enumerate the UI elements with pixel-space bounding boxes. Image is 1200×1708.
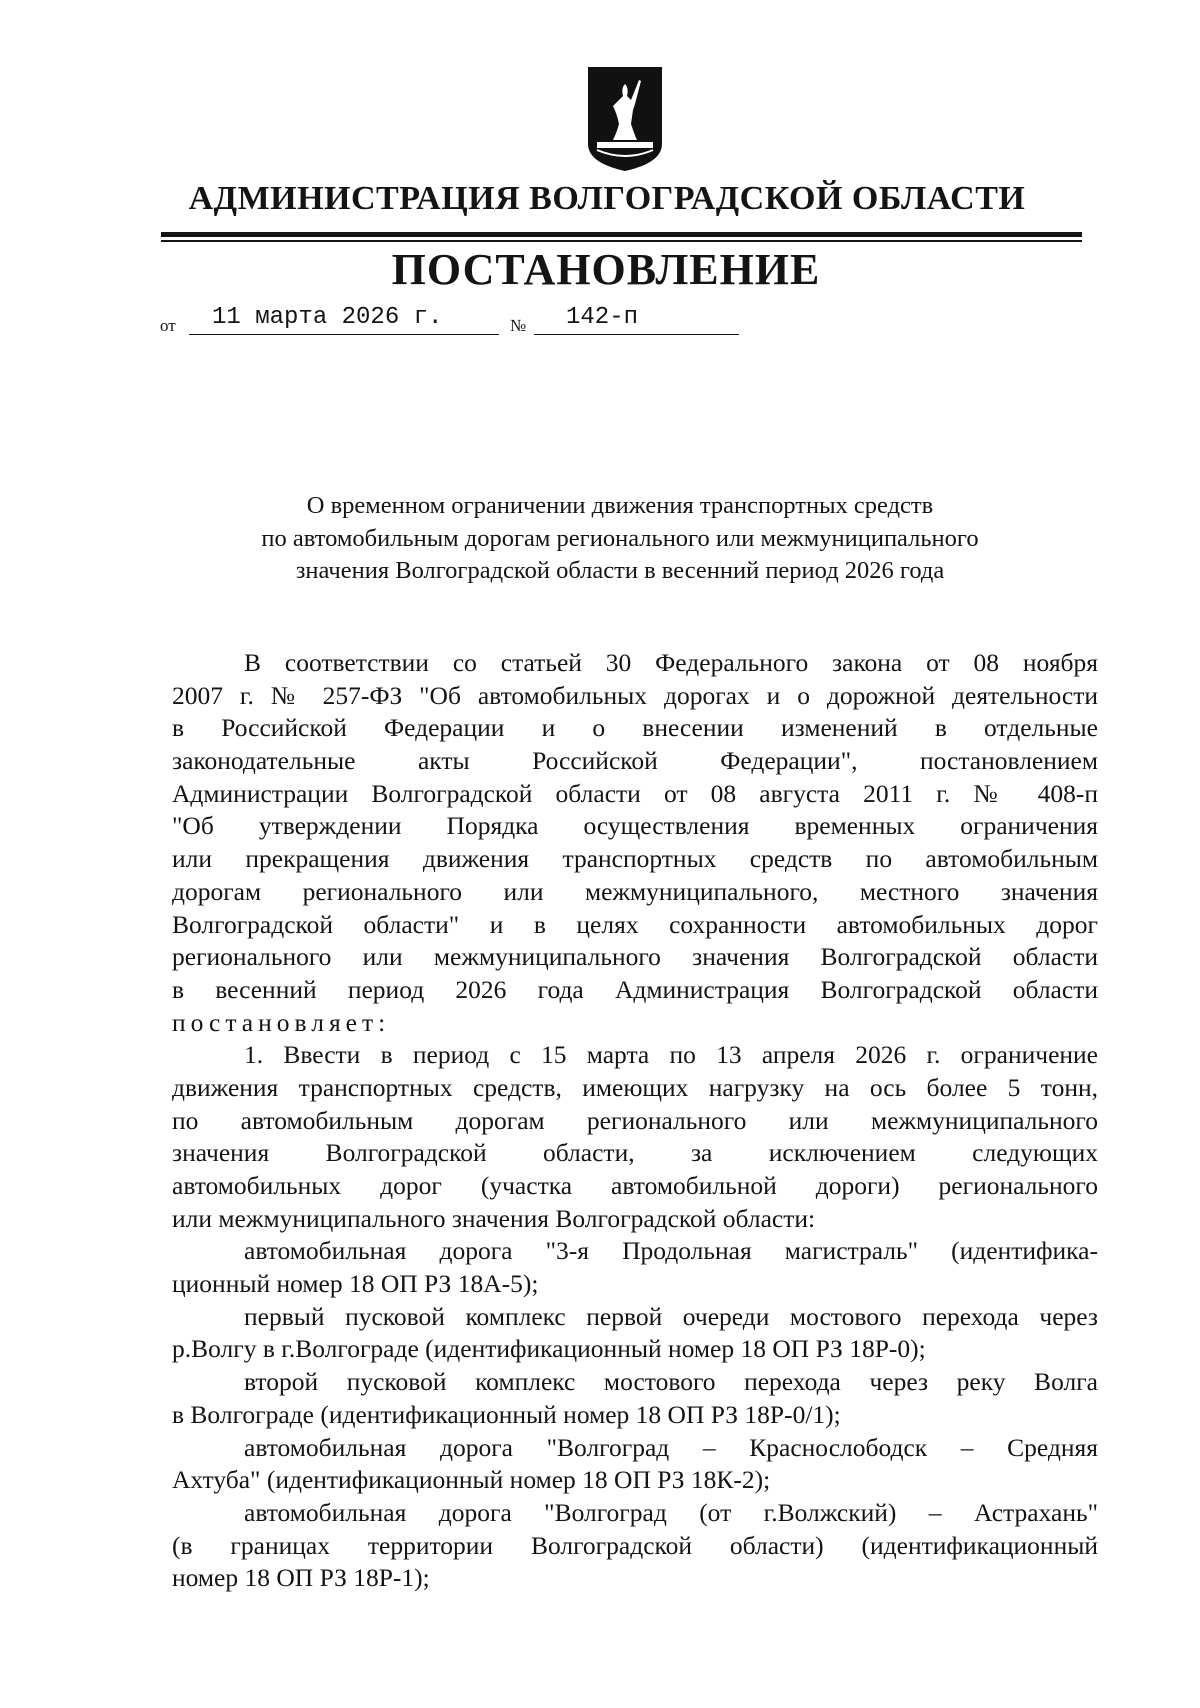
body-line: постановляет: bbox=[172, 1007, 391, 1037]
body-line: В соответствии со статьей 30 Федерального закона от 08 ноября bbox=[244, 648, 1098, 677]
body-line: автомобильная дорога "3-я Продольная магистраль" (идентифика- bbox=[244, 1236, 1098, 1266]
body-line: движения транспортных средств, имеющих нагрузку на ось более 5 тонн, bbox=[172, 1072, 1098, 1102]
date-label: от bbox=[160, 316, 176, 335]
body-line: (в границах территории Волгоградской области) (идентификационный bbox=[172, 1530, 1098, 1560]
body-line: ционный номер 18 ОП РЗ 18А-5); bbox=[172, 1269, 539, 1299]
body-line: второй пусковой комплекс мостового перехода через реку Волга bbox=[244, 1367, 1098, 1397]
body-line: или прекращения движения транспортных средств по автомобильным bbox=[172, 844, 1098, 874]
body-line: автомобильная дорога "Волгоград – Краснослободск – Средняя bbox=[244, 1432, 1098, 1462]
document-date: 11 марта 2026 г. bbox=[212, 304, 443, 331]
document-subject bbox=[160, 490, 1080, 588]
body-line: значения Волгоградской области, за исключением следующих bbox=[172, 1138, 1098, 1168]
body-line: в Российской Федерации и о внесении изменений в отдельные bbox=[172, 713, 1098, 743]
body-line: в Волгограде (идентификационный номер 18 ОП РЗ 18Р-0/1); bbox=[172, 1399, 841, 1429]
header-rule-thin bbox=[161, 240, 1082, 242]
header-rule-thick bbox=[161, 232, 1082, 237]
body-line: автомобильная дорога "Волгоград (от г.Волжский) – Астрахань" bbox=[244, 1497, 1098, 1527]
coat-of-arms-icon bbox=[587, 66, 663, 172]
body-line: номер 18 ОП РЗ 18Р-1); bbox=[172, 1563, 430, 1593]
body-line: дорогам регионального или межмуниципального, местного значения bbox=[172, 876, 1098, 906]
body-line: 2007 г. № 257-ФЗ "Об автомобильных дорогах и о дорожной деятельности bbox=[172, 680, 1098, 710]
body-line: Волгоградской области" и в целях сохранности автомобильных дорог bbox=[172, 909, 1098, 939]
body-line: Ахтуба" (идентификационный номер 18 ОП РЗ 18К-2); bbox=[172, 1465, 771, 1495]
date-underline bbox=[189, 334, 499, 335]
body-line: регионального или межмуниципального значения Волгоградской области bbox=[172, 942, 1098, 972]
subject-line: значения Волгоградской области в весенний период 2026 года bbox=[295, 557, 945, 584]
body-line: по автомобильным дорогам регионального или межмуниципального bbox=[172, 1105, 1098, 1135]
body-line: или межмуниципального значения Волгоградской области: bbox=[172, 1203, 816, 1233]
body-line: автомобильных дорог (участка автомобильной дороги) регионального bbox=[172, 1171, 1098, 1200]
organization-name: АДМИНИСТРАЦИЯ ВОЛГОГРАДСКОЙ ОБЛАСТИ bbox=[188, 180, 1026, 217]
body-line: первый пусковой комплекс первой очереди мостового перехода через bbox=[244, 1301, 1098, 1331]
body-line: в весенний период 2026 года Администрация Волгоградской области bbox=[172, 974, 1098, 1004]
number-underline bbox=[534, 334, 739, 335]
body-line: Администрации Волгоградской области от 08 августа 2011 г. № 408-п bbox=[172, 778, 1098, 808]
number-label: № bbox=[510, 316, 527, 335]
subject-line: по автомобильным дорогам регионального или межмуниципального bbox=[261, 524, 979, 552]
subject-line: О временном ограничении движения транспортных средств bbox=[306, 492, 934, 519]
document-body bbox=[172, 647, 1098, 1595]
body-line: 1. Ввести в период с 15 марта по 13 апреля 2026 г. ограничение bbox=[244, 1040, 1098, 1070]
body-line: "Об утверждении Порядка осуществления временных ограничения bbox=[172, 811, 1098, 841]
document-type: ПОСТАНОВЛЕНИЕ bbox=[391, 245, 821, 294]
document-number: 142-п bbox=[566, 304, 639, 331]
body-line: законодательные акты Российской Федерации", постановлением bbox=[172, 746, 1098, 776]
body-line: р.Волгу в г.Волгограде (идентификационный номер 18 ОП РЗ 18Р-0); bbox=[172, 1334, 926, 1364]
